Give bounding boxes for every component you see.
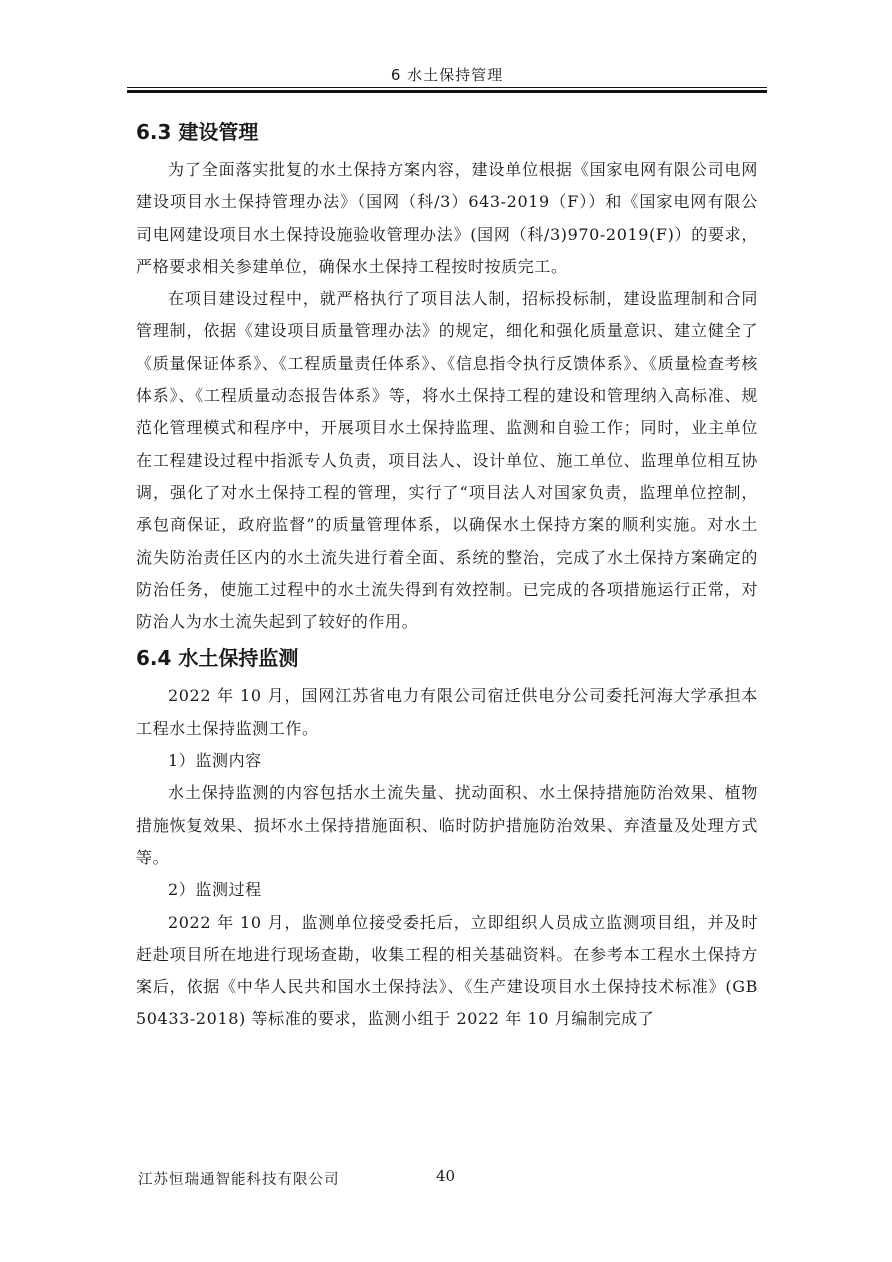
header-rule-thick: [127, 90, 767, 93]
paragraph: 2022 年 10 月，国网江苏省电力有限公司宿迁供电分公司委托河海大学承担本工程水土保持监测工作。: [136, 686, 758, 738]
section-heading-6-3: 6.3 建设管理: [136, 120, 259, 144]
running-header: 6 水土保持管理: [390, 66, 504, 84]
paragraph: 2022 年 10 月，监测单位接受委托后，立即组织人员成立监测项目组，并及时赶赴项目所在地进行现场查勘，收集工程的相关基础资料。在参考本工程水土保持方案后，依据《中华人民共和国水土保持法》、《生产建设项目水土保持技术标准》(GB 50433-2018) 等标准的要求，监测小组于 2022 年 10 月编制完成了: [136, 912, 758, 1029]
paragraph: 为了全面落实批复的水土保持方案内容，建设单位根据《国家电网有限公司电网建设项目水土保持管理办法》（国网（科/3）643-2019（F））和《国家电网有限公司电网建设项目水土保持设施验收管理办法》(国网（科/3)970-2019(F)）的要求，严格要求相关参建单位，确保水土保持工程按时按质完工。: [136, 160, 758, 276]
list-item-heading: 2）监测过程: [168, 880, 262, 900]
paragraph: 在项目建设过程中，就严格执行了项目法人制，招标投标制，建设监理制和合同管理制，依据《建设项目质量管理办法》的规定，细化和强化质量意识、建立健全了《质量保证体系》、《工程质量责任体系》、《信息指令执行反馈体系》、《质量检查考核体系》、《工程质量动态报告体系》等，将水土保持工程的建设和管理纳入高标准、规范化管理模式和程序中，开展项目水土保持监理、监测和自验工作；同时，业主单位在工程建设过程中指派专人负责，项目法人、设计单位、施工单位、监理单位相互协调，强化了对水土保持工程的管理，实行了“项目法人对国家负责，监理单位控制，承包商保证，政府监督”的质量管理体系，以确保水土保持方案的顺利实施。对水土流失防治责任区内的水土流失进行着全面、系统的整治，完成了水土保持方案确定的防治任务，使施工过程中的水土流失得到有效控制。已完成的各项措施运行正常，对防治人为水土流失起到了较好的作用。: [136, 289, 758, 632]
header-rule-thin: [127, 87, 767, 88]
footer-company: 江苏恒瑞通智能科技有限公司: [138, 1172, 340, 1188]
page-body: [136, 116, 758, 1036]
list-item-heading: 1）监测内容: [168, 751, 262, 771]
paragraph: 水土保持监测的内容包括水土流失量、扰动面积、水土保持措施防治效果、植物措施恢复效果、损坏水土保持措施面积、临时防护措施防治效果、弃渣量及处理方式等。: [136, 783, 758, 867]
section-heading-6-4: 6.4 水土保持监测: [136, 646, 299, 671]
page-number: 40: [436, 1167, 456, 1185]
